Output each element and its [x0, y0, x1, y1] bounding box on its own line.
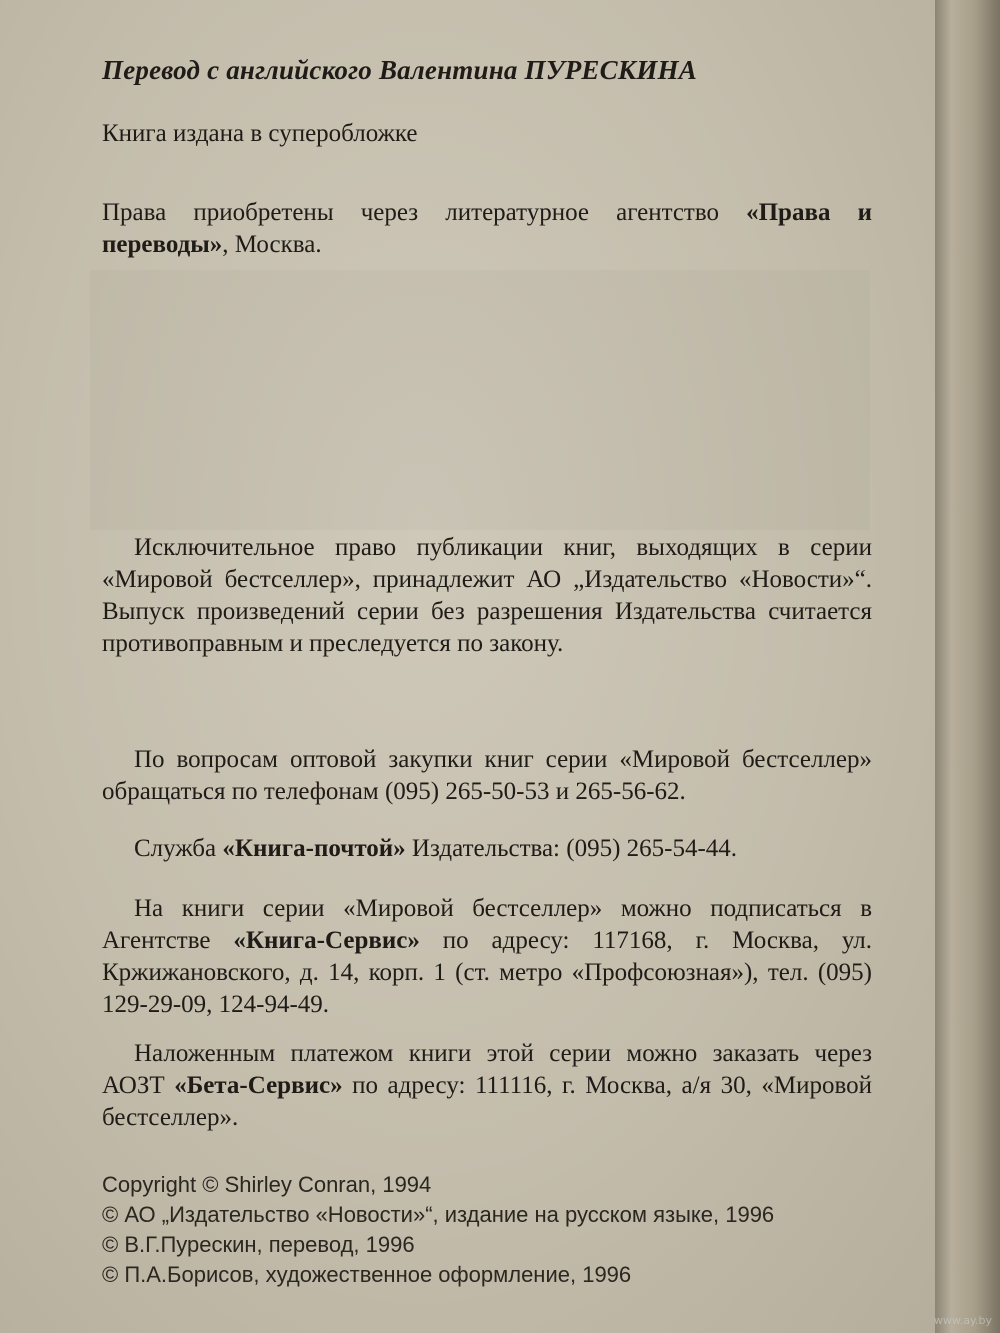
cod-company: «Бета-Сервис»: [174, 1072, 343, 1099]
mail-order-suffix: Издательства: (095) 265-54-44.: [405, 835, 738, 862]
rights-paragraph: [102, 197, 872, 261]
translator-credit: Перевод с английского Валентина ПУРЕСКИНА: [102, 55, 697, 85]
exclusive-right-paragraph: Исключительное право публикации книг, выходящих в серии «Мировой бестселлер», принадлежит АО „Издательство «Новости»“. Выпуск произведений серии без разрешения Издательства считается противоправным и преследуется по закону.: [102, 534, 872, 657]
rights-text-after: , Москва.: [222, 231, 322, 258]
subscription-agency: «Книга-Сервис»: [233, 927, 420, 954]
copyright-block: [102, 1170, 872, 1290]
copyright-line: Copyright © Shirley Conran, 1994: [102, 1172, 432, 1197]
subscription-suffix: по адресу: 117168, г. Москва, ул. Кржижановского, д. 14, корп. 1 (ст. метро «Профсоюзная»), тел. (095) 129-29-09, 124-94-49.: [102, 927, 872, 1018]
mail-order-paragraph: [102, 833, 872, 865]
rights-text-before: Права приобретены через литературное агентство: [102, 199, 747, 226]
copyright-line: © П.А.Борисов, художественное оформление, 1996: [102, 1262, 632, 1287]
subscription-prefix: На книги серии «Мировой бестселлер» можно подписаться в Агентстве: [102, 895, 872, 954]
mail-order-prefix: Служба: [134, 835, 223, 862]
cod-prefix: Наложенным платежом книги этой серии можно заказать через АОЗТ: [102, 1040, 872, 1099]
copyright-line: © АО „Издательство «Новости»“, издание на русском языке, 1996: [102, 1202, 775, 1227]
edition-note: Книга издана в суперобложке: [102, 120, 418, 147]
wholesale-paragraph: По вопросам оптовой закупки книг серии «Мировой бестселлер» обращаться по телефонам (095) 265-50-53 и 265-56-62.: [102, 746, 872, 805]
adjacent-page-edge: [935, 0, 1000, 1333]
site-watermark: www.ay.by: [933, 1314, 992, 1327]
rights-agency: «Права и переводы»: [102, 199, 872, 258]
mail-order-service: «Книга-почтой»: [222, 835, 406, 862]
bleed-through-shadow: [90, 270, 870, 530]
copyright-line: © В.Г.Пурескин, перевод, 1996: [102, 1232, 415, 1257]
subscription-paragraph: [102, 893, 872, 1021]
cash-on-delivery-paragraph: [102, 1038, 872, 1134]
cod-suffix: по адресу: 111116, г. Москва, а/я 30, «Мировой бестселлер».: [102, 1072, 872, 1131]
